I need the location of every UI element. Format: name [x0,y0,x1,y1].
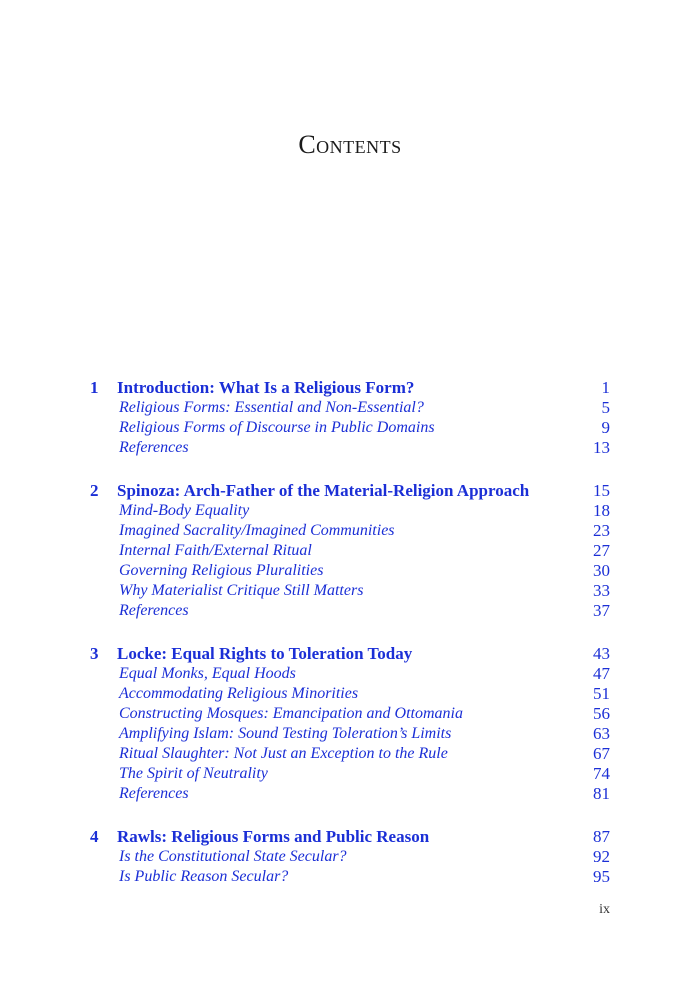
table-of-contents [90,378,610,910]
chapter-number: 3 [90,644,99,663]
section-page-number: 51 [593,684,610,703]
section-page-number: 18 [593,501,610,520]
section-entry[interactable] [90,744,610,764]
section-page-number: 56 [593,704,610,723]
chapter-entry[interactable] [90,827,610,847]
section-page-number: 63 [593,724,610,743]
chapter-block [90,644,610,804]
section-entry[interactable] [90,867,610,887]
section-page-number: 33 [593,581,610,600]
section-page-number: 37 [593,601,610,620]
chapter-block [90,481,610,621]
section-entry[interactable] [90,724,610,744]
chapter-number: 1 [90,378,99,397]
section-entry[interactable] [90,664,610,684]
section-title: Is Public Reason Secular? [119,868,289,885]
section-title: Accommodating Religious Minorities [119,685,359,702]
section-page-number: 9 [601,418,610,437]
chapter-title: Introduction: What Is a Religious Form? [117,378,415,397]
section-entry[interactable] [90,418,610,438]
section-page-number: 30 [593,561,610,580]
section-title: Internal Faith/External Ritual [119,542,312,559]
chapter-entry[interactable] [90,644,610,664]
section-page-number: 47 [593,664,610,683]
section-entry[interactable] [90,398,610,418]
section-page-number: 67 [593,744,610,763]
section-title: References [119,439,189,456]
section-title: Why Materialist Critique Still Matters [119,582,364,599]
section-entry[interactable] [90,438,610,458]
section-entry[interactable] [90,561,610,581]
section-entry[interactable] [90,847,610,867]
chapter-page-number: 1 [601,378,610,397]
chapter-entry[interactable] [90,481,610,501]
section-title: Mind-Body Equality [119,502,250,519]
section-entry[interactable] [90,541,610,561]
section-title: Equal Monks, Equal Hoods [119,665,296,682]
section-page-number: 81 [593,784,610,803]
chapter-block [90,827,610,887]
section-page-number: 13 [593,438,610,457]
chapter-page-number: 87 [593,827,610,846]
chapter-block [90,378,610,458]
section-title: References [119,602,189,619]
section-entry[interactable] [90,581,610,601]
section-page-number: 95 [593,867,610,886]
section-title: Governing Religious Pluralities [119,562,324,579]
section-entry[interactable] [90,601,610,621]
section-title: Religious Forms of Discourse in Public Domains [119,419,435,436]
section-entry[interactable] [90,684,610,704]
section-title: Constructing Mosques: Emancipation and Ottomania [119,705,463,722]
section-title: References [119,785,189,802]
chapter-title: Locke: Equal Rights to Toleration Today [117,644,413,663]
section-entry[interactable] [90,764,610,784]
chapter-title: Spinoza: Arch-Father of the Material-Religion Approach [117,481,530,500]
chapter-page-number: 15 [593,481,610,500]
section-title: Amplifying Islam: Sound Testing Toleration’s Limits [119,725,452,742]
page-number: ix [599,902,610,917]
section-page-number: 92 [593,847,610,866]
section-page-number: 74 [593,764,610,783]
section-entry[interactable] [90,704,610,724]
chapter-number: 4 [90,827,99,846]
chapter-page-number: 43 [593,644,610,663]
section-entry[interactable] [90,501,610,521]
section-title: The Spirit of Neutrality [119,765,268,782]
section-title: Is the Constitutional State Secular? [119,848,347,865]
page-title: Contents [298,130,402,159]
section-page-number: 27 [593,541,610,560]
chapter-entry[interactable] [90,378,610,398]
section-title: Religious Forms: Essential and Non-Essential? [119,399,424,416]
chapter-title: Rawls: Religious Forms and Public Reason [117,827,430,846]
section-page-number: 5 [601,398,610,417]
section-page-number: 23 [593,521,610,540]
section-title: Imagined Sacrality/Imagined Communities [119,522,395,539]
section-entry[interactable] [90,521,610,541]
section-title: Ritual Slaughter: Not Just an Exception to the Rule [119,745,448,762]
chapter-number: 2 [90,481,99,500]
section-entry[interactable] [90,784,610,804]
